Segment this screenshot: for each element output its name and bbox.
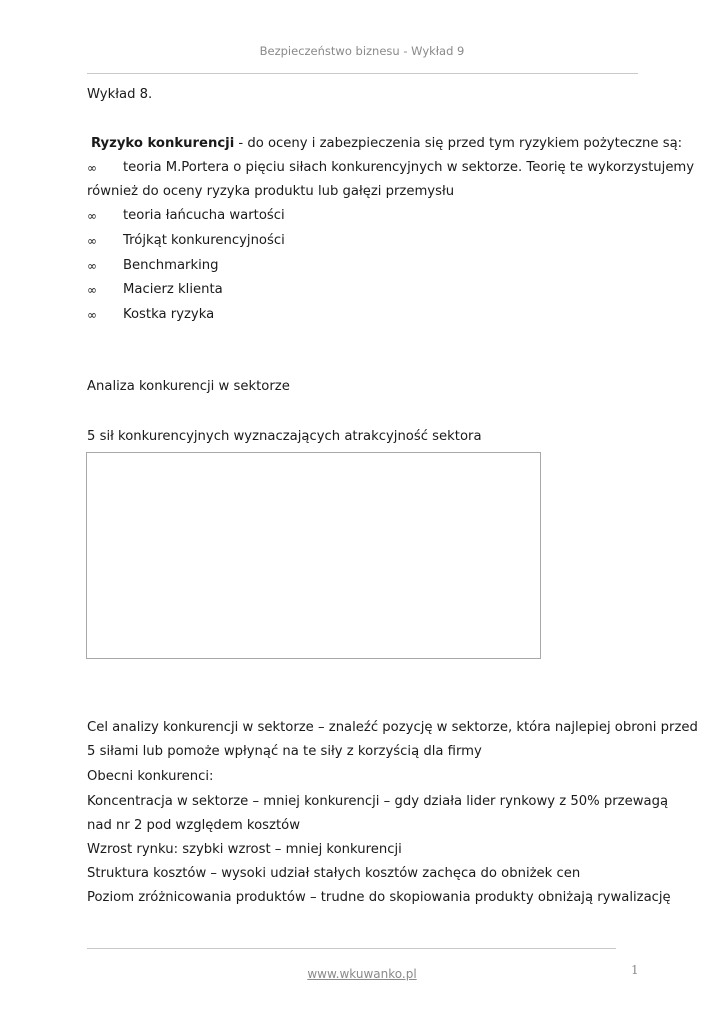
body-line: Obecni konkurenci: xyxy=(87,769,214,784)
body-line: Koncentracja w sektorze – mniej konkurencji – gdy działa lider rynkowy z 50% przewagą xyxy=(87,794,669,809)
figure-placeholder-box xyxy=(86,452,541,659)
bullet-text: Trójkąt konkurencyjności xyxy=(123,233,285,248)
body-line: nad nr 2 pod względem kosztów xyxy=(87,818,300,833)
infinity-bullet-icon: ∞ xyxy=(87,161,97,175)
bullet-text: Benchmarking xyxy=(123,258,219,273)
lecture-title: Wykład 8. xyxy=(87,87,153,102)
section-title: Analiza konkurencji w sektorze xyxy=(87,379,290,394)
body-line: 5 siłami lub pomoże wpłynąć na te siły z korzyścią dla firmy xyxy=(87,744,482,759)
bullet-text: teoria M.Portera o pięciu siłach konkurencyjnych w sektorze. Teorię te wykorzystujemy xyxy=(123,160,695,175)
infinity-bullet-icon: ∞ xyxy=(87,259,97,273)
bullet-text: Macierz klienta xyxy=(123,282,223,297)
footer-link[interactable]: www.wkuwanko.pl xyxy=(307,967,417,981)
footer-rule xyxy=(87,948,616,949)
infinity-bullet-icon: ∞ xyxy=(87,308,97,322)
header-rule xyxy=(87,73,638,74)
intro-line xyxy=(91,136,682,152)
page-number: 1 xyxy=(631,963,639,977)
porter-continuation: również do oceny ryzyka produktu lub gałęzi przemysłu xyxy=(87,184,455,199)
page-header: Bezpieczeństwo biznesu - Wykład 9 xyxy=(259,44,465,58)
intro-bold-term: Ryzyko konkurencji xyxy=(91,136,235,151)
bullet-text: Kostka ryzyka xyxy=(123,307,215,322)
figure-caption: 5 sił konkurencyjnych wyznaczających atrakcyjność sektora xyxy=(87,429,482,444)
body-line: Struktura kosztów – wysoki udział stałych kosztów zachęca do obniżek cen xyxy=(87,866,581,881)
body-line: Wzrost rynku: szybki wzrost – mniej konkurencji xyxy=(87,842,402,857)
body-line: Poziom zróżnicowania produktów – trudne do skopiowania produkty obniżają rywalizację xyxy=(87,890,671,905)
bullet-text: teoria łańcucha wartości xyxy=(123,208,285,223)
infinity-bullet-icon: ∞ xyxy=(87,234,97,248)
infinity-bullet-icon: ∞ xyxy=(87,209,97,223)
body-line: Cel analizy konkurencji w sektorze – znaleźć pozycję w sektorze, która najlepiej obroni przed xyxy=(87,720,698,735)
intro-rest: - do oceny i zabezpieczenia się przed tym ryzykiem pożyteczne są: xyxy=(234,136,683,151)
infinity-bullet-icon: ∞ xyxy=(87,283,97,297)
